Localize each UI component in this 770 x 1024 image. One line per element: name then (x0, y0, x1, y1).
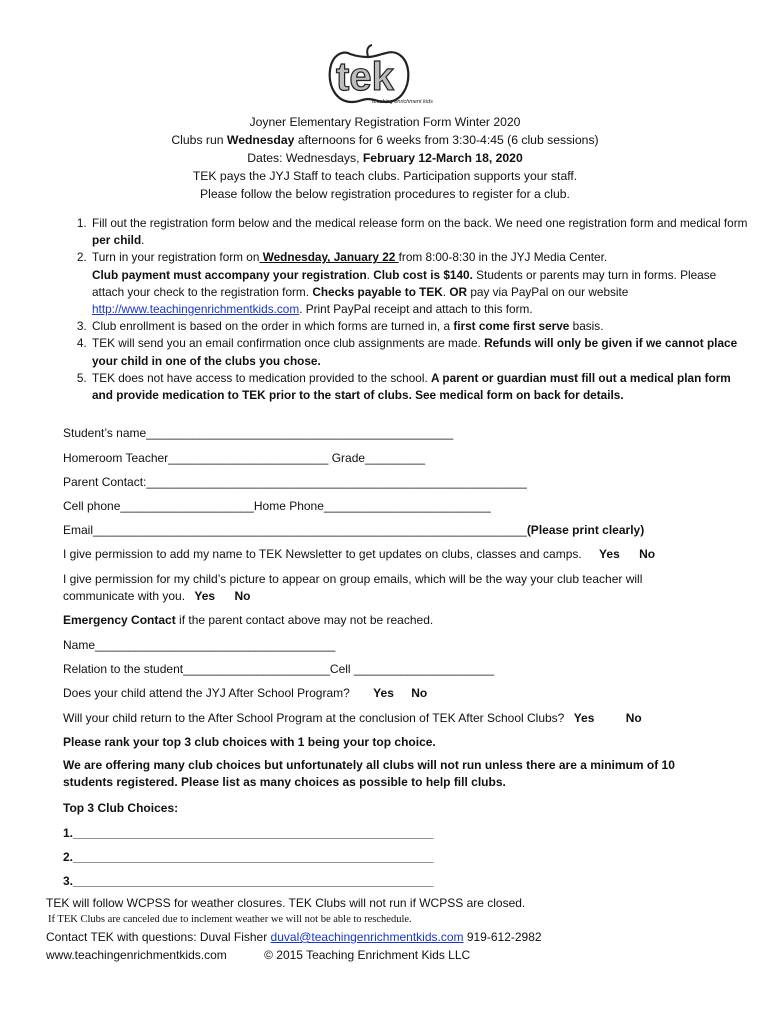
procedure-intro: Please follow the below registration procedures to register for a club. (200, 187, 570, 201)
step-2 (90, 249, 750, 318)
after-school-yes[interactable]: Yes (373, 686, 394, 700)
svg-text:tek: tek (336, 55, 394, 99)
step-3-pre: Club enrollment is based on the order in which forms are turned in, a (92, 319, 454, 334)
ec-cell-field[interactable]: Cell _____________________ (329, 662, 495, 676)
staff-note: TEK pays the JYJ Staff to teach clubs. Participation supports your staff. (192, 169, 578, 183)
homeroom-field[interactable]: Homeroom Teacher________________________ (63, 451, 329, 465)
picture-text: I give permission for my child’s picture to appear on group emails, which will be the way your club teacher will communicate with you. (63, 572, 643, 603)
email-field[interactable]: Email_________________________________________________________________ (63, 523, 527, 537)
club-choice-1[interactable]: 1.______________________________________________________ (63, 826, 434, 840)
contact-email-link[interactable]: duval@teachingenrichmentkids.com (270, 930, 464, 944)
step-2-or: OR (449, 284, 468, 299)
form-title: Joyner Elementary Registration Form Winter 2020 (249, 115, 521, 129)
svg-text:teaching enrichment kids: teaching enrichment kids (372, 99, 433, 105)
footer-copyright: © 2015 Teaching Enrichment Kids LLC (264, 948, 471, 962)
club-dates (0, 149, 770, 167)
rank-instruction: Please rank your top 3 club choices with 1 being your top choice. (63, 735, 436, 749)
contact-pre: Contact TEK with questions: Duval Fisher (46, 930, 271, 944)
schedule-day: Wednesday (226, 133, 295, 147)
step-2-end: . Print PayPal receipt and attach to this form. (299, 302, 533, 317)
picture-yes[interactable]: Yes (194, 589, 216, 603)
step-4 (90, 335, 750, 369)
email-row (63, 522, 644, 538)
footer-website: www.teachingenrichmentkids.com (46, 948, 227, 962)
step-2-post: from 8:00-8:30 in the JYJ Media Center. (398, 250, 608, 265)
grade-field[interactable]: Grade_________ (331, 451, 426, 465)
homeroom-row (63, 450, 425, 466)
step-1-end: . (141, 233, 145, 248)
step-2-mid3: . (442, 284, 450, 299)
step-2-mid4: pay via PayPal on our website (467, 284, 629, 299)
footer-bottom (46, 948, 470, 962)
emergency-rest: if the parent contact above may not be reached. (175, 613, 434, 627)
offering-note: We are offering many club choices but unfortunately all clubs will not run unless there are a minimum of 10 students registered. Please list as many choices as possible to help fill clubs. (63, 758, 675, 789)
step-1 (90, 215, 750, 249)
parent-contact-field[interactable]: Parent Contact:_________________________________________________________ (63, 475, 527, 489)
after-school-row (63, 685, 427, 701)
step-1-text: Fill out the registration form below and the medical release form on the back. We need one registration form and medical form (92, 216, 748, 230)
step-4-bold: Refunds will only be given if we cannot place your child in one of the clubs you chose. (92, 336, 738, 368)
contact-phone: 919-612-2982 (463, 930, 542, 944)
dates-range: February 12-March 18, 2020 (362, 151, 523, 165)
contact-line (46, 930, 542, 944)
tek-logo (326, 44, 442, 106)
phone-row (63, 498, 491, 514)
step-2-mid2: Students or parents may turn in forms. Please attach your check to the registration form. (92, 267, 717, 299)
step-1-bold: per child (92, 233, 142, 248)
picture-no[interactable]: No (234, 589, 251, 603)
email-note: (Please print clearly) (526, 523, 645, 537)
cancel-note: If TEK Clubs are canceled due to inclement weather we will not be able to reschedule. (48, 914, 412, 925)
schedule-pre: Clubs run (171, 133, 227, 147)
step-3-end: basis. (569, 319, 604, 334)
website-link[interactable]: http://www.teachingenrichmentkids.com (92, 302, 300, 317)
club-choice-2[interactable]: 2.______________________________________________________ (63, 850, 434, 864)
step-2-payment: Club payment must accompany your registration (92, 267, 367, 282)
relation-row (63, 661, 494, 677)
ec-name-field[interactable]: Name____________________________________ (63, 638, 336, 652)
return-asp-no[interactable]: No (625, 711, 642, 725)
newsletter-no[interactable]: No (639, 547, 656, 561)
student-name-field[interactable]: Student’s name______________________________________________ (63, 426, 454, 440)
club-schedule (0, 131, 770, 149)
weather-note: TEK will follow WCPSS for weather closures. TEK Clubs will not run if WCPSS are closed. (46, 896, 526, 910)
newsletter-yes[interactable]: Yes (599, 547, 620, 561)
return-asp-yes[interactable]: Yes (573, 711, 595, 725)
step-2-mid1: . (366, 267, 374, 282)
emergency-bold: Emergency Contact (63, 613, 176, 627)
dates-pre: Dates: Wednesdays, (247, 151, 363, 165)
club-choice-3[interactable]: 3.______________________________________________________ (63, 874, 434, 888)
newsletter-row (63, 546, 655, 562)
top3-heading: Top 3 Club Choices: (63, 801, 179, 815)
step-4-pre: TEK will send you an email confirmation once club assignments are made. (92, 336, 485, 351)
step-3-bold: first come first serve (453, 319, 570, 334)
registration-steps (64, 215, 750, 404)
return-asp-question: Will your child return to the After School Program at the conclusion of TEK After School Clubs? (63, 711, 565, 725)
step-5-bold: A parent or guardian must fill out a medical plan form and provide medication to TEK prior to the start of clubs. See medical form on back for details. (92, 370, 731, 403)
return-asp-row (63, 710, 642, 726)
cell-phone-field[interactable]: Cell phone____________________ (63, 499, 254, 513)
relation-field[interactable]: Relation to the student______________________ (63, 662, 330, 676)
newsletter-text: I give permission to add my name to TEK Newsletter to get updates on clubs, classes and camps. (63, 547, 582, 561)
step-5 (90, 370, 750, 404)
after-school-no[interactable]: No (411, 686, 428, 700)
schedule-post: afternoons for 6 weeks from 3:30-4:45 (6 club sessions) (294, 133, 599, 147)
after-school-question: Does your child attend the JYJ After School Program? (63, 686, 350, 700)
step-2-cost: Club cost is $140. (373, 267, 473, 282)
home-phone-field[interactable]: Home Phone_________________________ (253, 499, 491, 513)
step-3 (90, 318, 750, 335)
emergency-contact-heading (63, 612, 433, 628)
step-2-pre: Turn in your registration form on (92, 250, 260, 265)
step-2-date: Wednesday, January 22 (259, 250, 399, 265)
step-5-pre: TEK does not have access to medication provided to the school. (92, 370, 432, 385)
picture-row (63, 571, 713, 605)
step-2-checks: Checks payable to TEK (312, 284, 443, 299)
